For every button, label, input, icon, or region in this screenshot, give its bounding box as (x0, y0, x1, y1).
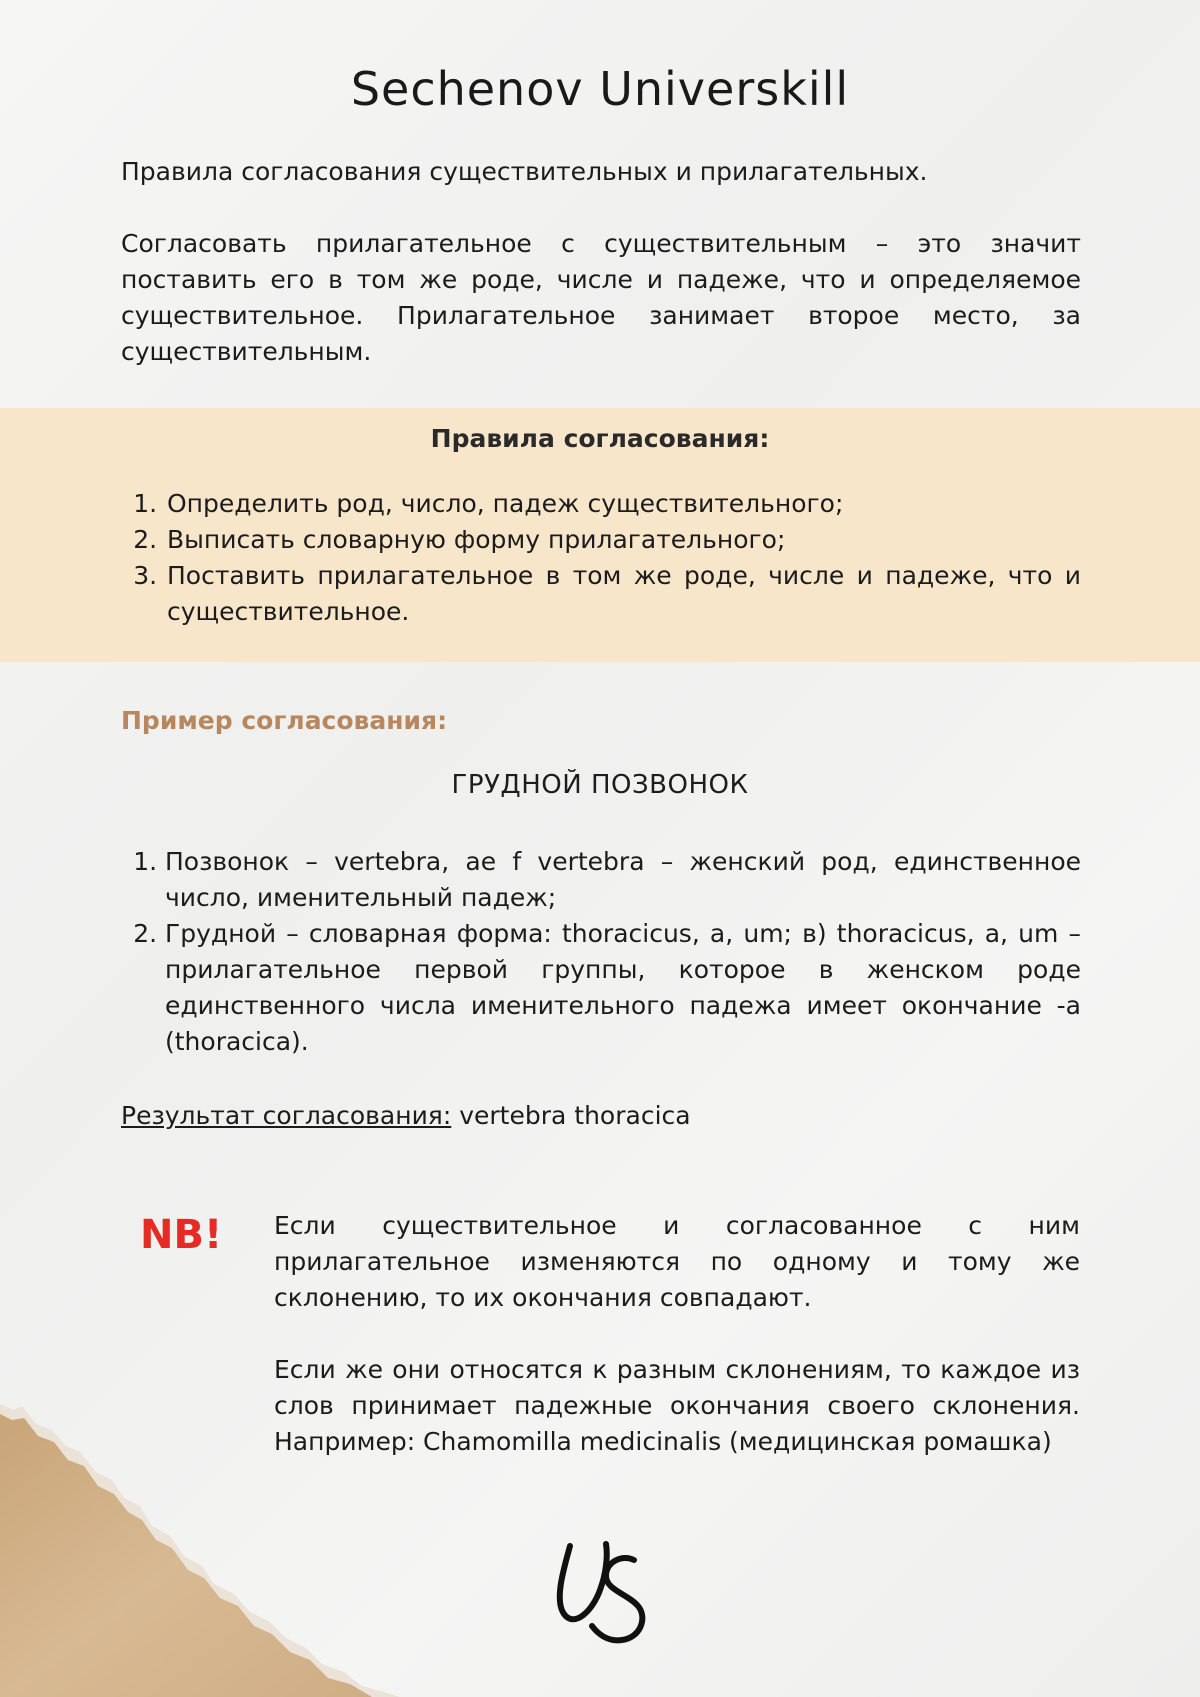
example-term: ГРУДНОЙ ПОЗВОНОК (451, 770, 749, 800)
rule-item: 2. Выписать словарную форму прилагательного; (165, 522, 1081, 558)
rule-item: 1. Определить род, число, падеж существительного; (165, 486, 1081, 522)
result-label: Результат согласования: (121, 1101, 452, 1130)
intro-text: Согласовать прилагательное с существительным – это значит поставить его в том же роде, числе и падеже, что и определяемое существительное. Прилагательное занимает второе место, за существительным. (121, 229, 1081, 366)
page-title: Sechenov Universkill (350, 62, 850, 116)
intro-heading: Правила согласования существительных и прилагательных. (121, 157, 928, 186)
nb-label: NB! (140, 1212, 223, 1258)
example-result (121, 1098, 691, 1134)
torn-paper-corner (0, 1380, 520, 1697)
example-step: 2. Грудной – словарная форма: thoracicus, a, um; в) thoracicus, a, um – прилагательное первой группы, которое в женском роде единственного числа именительного падежа имеет окончание -a (thoracica). (165, 916, 1081, 1060)
rule-item: 3. Поставить прилагательное в том же роде, числе и падеже, что и существительное. (165, 558, 1081, 630)
example-steps (121, 844, 1081, 1060)
rules-list (121, 486, 1081, 630)
example-step: 1. Позвонок – vertebra, ae f vertebra – женский род, единственное число, именительный падеж; (165, 844, 1081, 916)
example-heading: Пример согласования: (121, 706, 448, 735)
nb-paragraph-2: Если же они относятся к разным склонениям, то каждое из слов принимает падежные окончания своего склонения. Например: Chamomilla medicinalis (медицинская ромашка) (274, 1355, 1080, 1456)
result-value: vertebra thoracica (451, 1101, 691, 1130)
universkill-logo-icon (548, 1538, 658, 1658)
rules-title: Правила согласования: (430, 424, 770, 453)
nb-paragraph-1: Если существительное и согласованное с ним прилагательное изменяются по одному и тому же склонению, то их окончания совпадают. (274, 1211, 1080, 1312)
